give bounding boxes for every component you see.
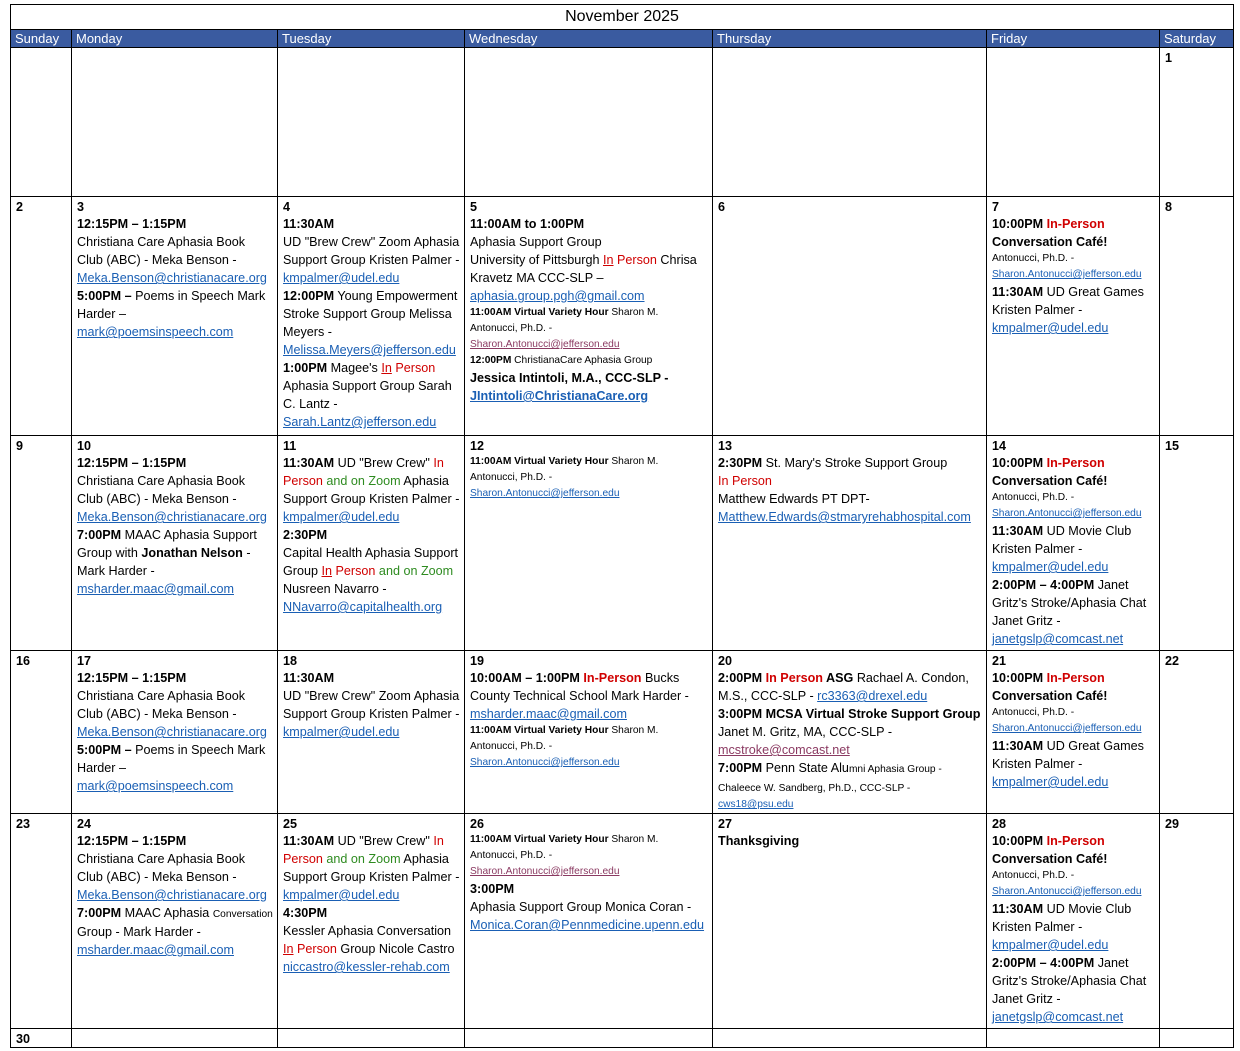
- week-row: [11, 197, 1234, 436]
- email-link[interactable]: NNavarro@capitalhealth.org: [283, 600, 443, 614]
- day-number: 28: [992, 817, 1007, 831]
- day-number: 3: [77, 200, 85, 214]
- day-cell-30: [11, 1029, 72, 1048]
- event-text: Magee's: [327, 361, 382, 375]
- email-link[interactable]: msharder.maac@gmail.com: [77, 943, 234, 957]
- day-cell-28: [987, 814, 1160, 1029]
- event-time: 12:00PM: [283, 289, 335, 303]
- email-link[interactable]: JIntintoli@ChristianaCare.org: [470, 389, 649, 403]
- day-number: 8: [1165, 200, 1173, 214]
- event-text: Antonucci, Ph.D. -: [992, 707, 1075, 718]
- week-row: [11, 436, 1234, 651]
- event-time: 10:00PM: [992, 456, 1047, 470]
- event-time: 2:30PM: [718, 456, 763, 470]
- event-time: 12:15PM – 1:15PM: [77, 834, 187, 848]
- day-cell-21: [987, 651, 1160, 814]
- email-link[interactable]: rc3363@drexel.edu: [817, 689, 928, 703]
- event-text: Sharon M. Antonucci, Ph.D. -: [470, 834, 659, 861]
- event-time: 10:00PM: [992, 834, 1047, 848]
- event-text: Group Nicole Castro: [336, 942, 455, 956]
- event-time: 11:30AM: [992, 902, 1044, 916]
- in-person-label: In Person: [283, 456, 444, 488]
- event-time: 7:00PM: [77, 906, 122, 920]
- event-time: 12:15PM – 1:15PM: [77, 217, 187, 231]
- day-number: 14: [992, 439, 1007, 453]
- event-title: Conversation Café!: [992, 852, 1108, 866]
- in-person-label: In-Person: [1046, 671, 1105, 685]
- event-text: Bucks County Technical School Mark Harder -: [470, 671, 689, 703]
- day-number: 10: [77, 439, 92, 453]
- event-text: UD "Brew Crew": [334, 834, 434, 848]
- day-number: 12: [470, 439, 485, 453]
- zoom-label: and on Zoom: [322, 474, 401, 488]
- email-link[interactable]: Sharon.Antonucci@jefferson.edu: [992, 508, 1142, 519]
- weekday-header: Saturday: [1160, 30, 1234, 48]
- event-text: UD "Brew Crew" Zoom Aphasia Support Group Kristen Palmer -: [283, 689, 460, 721]
- event-text: Sharon M. Antonucci, Ph.D. -: [470, 456, 659, 483]
- email-link[interactable]: kmpalmer@udel.edu: [992, 321, 1109, 335]
- event-text: University of Pittsburgh: [470, 253, 603, 267]
- event-text: Janet Gritz's Stroke/Aphasia Chat Janet Gritz -: [992, 578, 1147, 628]
- day-cell-empty: [713, 1029, 987, 1048]
- email-link[interactable]: Sharon.Antonucci@jefferson.edu: [470, 339, 620, 350]
- email-link[interactable]: msharder.maac@gmail.com: [77, 582, 234, 596]
- in-person-label: Person: [391, 361, 436, 375]
- day-cell-13: [713, 436, 987, 651]
- week-row: [11, 814, 1234, 1029]
- day-cell-empty: [987, 48, 1160, 197]
- email-link[interactable]: Sharon.Antonucci@jefferson.edu: [470, 757, 620, 768]
- event-time: 11:00AM Virtual Variety Hour: [470, 725, 609, 736]
- email-link[interactable]: Sharon.Antonucci@jefferson.edu: [992, 723, 1142, 734]
- event-text: UD Great Games Kristen Palmer -: [992, 285, 1144, 317]
- day-cell-empty: [72, 1029, 278, 1048]
- event-title: Conversation Café!: [992, 474, 1108, 488]
- day-number: 27: [718, 817, 733, 831]
- event-time: 7:00PM: [718, 761, 763, 775]
- day-cell-20: [713, 651, 987, 814]
- email-link[interactable]: kmpalmer@udel.edu: [283, 888, 400, 902]
- event-time: 11:30AM: [283, 671, 335, 685]
- event-time: 5:00PM –: [77, 289, 132, 303]
- event-time: 11:30AM: [283, 217, 335, 231]
- in-person-label: Person: [613, 253, 657, 267]
- event-text: Young Empowerment Stroke Support Group Melissa Meyers -: [283, 289, 458, 339]
- calendar-table: [10, 4, 1234, 1048]
- event-text: Janet Gritz's Stroke/Aphasia Chat Janet Gritz -: [992, 956, 1147, 1006]
- email-link[interactable]: janetgslp@comcast.net: [992, 632, 1124, 646]
- day-number: 19: [470, 654, 485, 668]
- event-text: Aphasia Support Group Monica Coran -: [470, 900, 692, 914]
- email-link[interactable]: aphasia.group.pgh@gmail.com: [470, 289, 645, 303]
- event-time: 4:30PM: [283, 906, 328, 920]
- event-text: UD Movie Club Kristen Palmer -: [992, 902, 1132, 934]
- day-cell-18: [278, 651, 465, 814]
- weekday-header: Wednesday: [465, 30, 713, 48]
- event-text: Poems in Speech Mark Harder –: [77, 289, 266, 321]
- day-number: 26: [470, 817, 485, 831]
- email-link[interactable]: Matthew.Edwards@stmaryrehabhospital.com: [718, 510, 971, 524]
- weekday-header: Sunday: [11, 30, 72, 48]
- in-person-label: In Person: [283, 834, 444, 866]
- event-text: Capital Health Aphasia Support Group: [283, 546, 459, 578]
- day-cell-10: [72, 436, 278, 651]
- week-row: [11, 1029, 1234, 1048]
- day-cell-16: [11, 651, 72, 814]
- day-cell-12: [465, 436, 713, 651]
- event-text: Chrisa Kravetz MA CCC-SLP –: [470, 253, 697, 285]
- email-link[interactable]: Sarah.Lantz@jefferson.edu: [283, 415, 437, 429]
- day-number: 16: [16, 654, 31, 668]
- day-number: 5: [470, 200, 478, 214]
- day-number: 13: [718, 439, 733, 453]
- day-number: 18: [283, 654, 298, 668]
- calendar-title: November 2025: [11, 5, 1234, 30]
- event-text: Sharon M. Antonucci, Ph.D. -: [470, 725, 659, 752]
- day-cell-25: [278, 814, 465, 1029]
- day-cell-empty: [11, 48, 72, 197]
- event-text: Christiana Care Aphasia Book Club (ABC) - Meka Benson -: [77, 235, 246, 267]
- zoom-label: and on Zoom: [375, 564, 454, 578]
- in-person-label: In-Person: [1046, 456, 1105, 470]
- day-cell-2: [11, 197, 72, 436]
- day-cell-26: [465, 814, 713, 1029]
- day-cell-1: [1160, 48, 1234, 197]
- event-text: MAAC Aphasia Support Group with: [77, 528, 257, 560]
- day-number: 29: [1165, 817, 1180, 831]
- weekday-header-row: [11, 30, 1234, 48]
- event-time: 5:00PM –: [77, 743, 132, 757]
- day-cell-5: [465, 197, 713, 436]
- event-time: 1:00PM: [283, 361, 328, 375]
- event-text: Antonucci, Ph.D. -: [992, 253, 1075, 264]
- day-cell-27: [713, 814, 987, 1029]
- day-cell-empty: [278, 1029, 465, 1048]
- email-link[interactable]: kmpalmer@udel.edu: [992, 938, 1109, 952]
- day-cell-15: [1160, 436, 1234, 651]
- day-cell-empty: [713, 48, 987, 197]
- in-person-label: In-Person: [1046, 834, 1105, 848]
- day-cell-11: [278, 436, 465, 651]
- day-number: 20: [718, 654, 733, 668]
- email-link[interactable]: Melissa.Meyers@jefferson.edu: [283, 343, 456, 357]
- event-time: 11:00AM Virtual Variety Hour: [470, 307, 609, 318]
- event-text: Aphasia Support Group: [470, 235, 602, 249]
- day-cell-17: [72, 651, 278, 814]
- day-number: 25: [283, 817, 298, 831]
- day-cell-22: [1160, 651, 1234, 814]
- in-person-label: In: [603, 253, 614, 267]
- day-cell-empty: [1160, 1029, 1234, 1048]
- event-time: 11:30AM: [283, 834, 335, 848]
- day-cell-19: [465, 651, 713, 814]
- event-text: UD "Brew Crew" Zoom Aphasia Support Group Kristen Palmer -: [283, 235, 460, 267]
- event-title: Conversation Café!: [992, 235, 1108, 249]
- event-text: Antonucci, Ph.D. -: [992, 492, 1075, 503]
- weekday-header: Thursday: [713, 30, 987, 48]
- event-time: 11:30AM: [992, 285, 1044, 299]
- event-text: mni Aphasia Group - Chaleece W. Sandberg, Ph.D., CCC-SLP -: [718, 764, 942, 794]
- day-cell-empty: [987, 1029, 1160, 1048]
- event-text: Group - Mark Harder -: [77, 925, 201, 939]
- event-text: UD Great Games Kristen Palmer -: [992, 739, 1144, 771]
- day-number: 21: [992, 654, 1007, 668]
- email-link[interactable]: Sharon.Antonucci@jefferson.edu: [992, 886, 1142, 897]
- event-text: Conversation: [212, 909, 273, 920]
- event-time: 2:00PM – 4:00PM: [992, 956, 1095, 970]
- email-link[interactable]: mark@poemsinspeech.com: [77, 779, 234, 793]
- event-time: 12:15PM – 1:15PM: [77, 456, 187, 470]
- day-cell-3: [72, 197, 278, 436]
- zoom-label: and on Zoom: [322, 852, 401, 866]
- event-title: Conversation Café!: [992, 689, 1108, 703]
- email-link[interactable]: Meka.Benson@christianacare.org: [77, 725, 267, 739]
- day-number: 2: [16, 200, 24, 214]
- in-person-label: In Person: [765, 671, 823, 685]
- event-text: Christiana Care Aphasia Book Club (ABC) - Meka Benson -: [77, 474, 246, 506]
- day-number: 23: [16, 817, 31, 831]
- email-link[interactable]: Sharon.Antonucci@jefferson.edu: [470, 866, 620, 877]
- in-person-label: Person: [293, 942, 337, 956]
- day-number: 9: [16, 439, 24, 453]
- event-text: Christiana Care Aphasia Book Club (ABC) - Meka Benson -: [77, 852, 246, 884]
- day-number: 17: [77, 654, 92, 668]
- event-text: Aphasia Support Group Kristen Palmer -: [283, 852, 460, 884]
- email-link[interactable]: Sharon.Antonucci@jefferson.edu: [992, 269, 1142, 280]
- event-time: 11:30AM: [283, 456, 335, 470]
- email-link[interactable]: Meka.Benson@christianacare.org: [77, 271, 267, 285]
- event-text: Sharon M. Antonucci, Ph.D. -: [470, 307, 659, 334]
- in-person-label: In-Person: [1046, 217, 1105, 231]
- in-person-label: In Person: [718, 474, 772, 488]
- event-time: 11:00AM to 1:00PM: [470, 217, 585, 231]
- event-text: St. Mary's Stroke Support Group: [762, 456, 948, 470]
- event-time: 2:30PM: [283, 528, 328, 542]
- day-cell-14: [987, 436, 1160, 651]
- day-number: 24: [77, 817, 92, 831]
- email-link[interactable]: kmpalmer@udel.edu: [283, 271, 400, 285]
- event-time: 11:30AM: [992, 524, 1044, 538]
- weekday-header: Monday: [72, 30, 278, 48]
- email-link[interactable]: mcstroke@comcast.net: [718, 743, 850, 757]
- event-text: Janet M. Gritz, MA, CCC-SLP -: [718, 725, 893, 739]
- day-cell-empty: [465, 48, 713, 197]
- email-link[interactable]: kmpalmer@udel.edu: [992, 775, 1109, 789]
- holiday-label: Thanksgiving: [718, 834, 800, 848]
- event-time: 10:00PM: [992, 671, 1047, 685]
- day-cell-empty: [72, 48, 278, 197]
- week-row: [11, 48, 1234, 197]
- event-text: Aphasia Support Group Sarah C. Lantz -: [283, 379, 452, 411]
- event-time: 2:00PM: [718, 671, 766, 685]
- day-cell-29: [1160, 814, 1234, 1029]
- day-number: 30: [16, 1032, 31, 1046]
- email-link[interactable]: Monica.Coran@Pennmedicine.upenn.edu: [470, 918, 705, 932]
- event-text: ASG: [823, 671, 854, 685]
- event-text: UD Movie Club Kristen Palmer -: [992, 524, 1132, 556]
- event-time: 11:00AM Virtual Variety Hour: [470, 834, 609, 845]
- email-link[interactable]: cws18@psu.edu: [718, 799, 794, 810]
- event-text: Kessler Aphasia Conversation: [283, 924, 452, 938]
- event-title: 3:00PM MCSA Virtual Stroke Support Group: [718, 707, 981, 721]
- event-text: Rachael A. Condon, M.S., CCC-SLP -: [718, 671, 969, 703]
- weekday-header: Friday: [987, 30, 1160, 48]
- day-number: 7: [992, 200, 1000, 214]
- event-time: 7:00PM: [77, 528, 122, 542]
- in-person-label: In-Person: [583, 671, 642, 685]
- in-person-label: In: [283, 942, 294, 956]
- event-text: Antonucci, Ph.D. -: [992, 870, 1075, 881]
- day-number: 22: [1165, 654, 1180, 668]
- email-link[interactable]: kmpalmer@udel.edu: [283, 725, 400, 739]
- day-number: 6: [718, 200, 726, 214]
- event-time: 11:00AM Virtual Variety Hour: [470, 456, 609, 467]
- event-text: ChristianaCare Aphasia Group: [511, 355, 653, 366]
- event-text: Jonathan Nelson: [141, 546, 243, 560]
- event-text: - Mark Harder -: [77, 546, 251, 578]
- event-time: 10:00PM: [992, 217, 1047, 231]
- day-number: 1: [1165, 51, 1173, 65]
- event-text: MAAC Aphasia: [121, 906, 213, 920]
- day-number: 11: [283, 439, 297, 453]
- in-person-label: In: [381, 361, 392, 375]
- event-text: Matthew Edwards PT DPT-: [718, 492, 870, 506]
- email-link[interactable]: msharder.maac@gmail.com: [470, 707, 627, 721]
- email-link[interactable]: Sharon.Antonucci@jefferson.edu: [470, 488, 620, 499]
- day-cell-8: [1160, 197, 1234, 436]
- day-number: 15: [1165, 439, 1180, 453]
- day-cell-6: [713, 197, 987, 436]
- day-cell-24: [72, 814, 278, 1029]
- email-link[interactable]: janetgslp@comcast.net: [992, 1010, 1124, 1024]
- email-link[interactable]: kmpalmer@udel.edu: [992, 560, 1109, 574]
- event-time: 2:00PM – 4:00PM: [992, 578, 1095, 592]
- day-cell-7: [987, 197, 1160, 436]
- event-text: UD "Brew Crew": [334, 456, 434, 470]
- email-link[interactable]: Meka.Benson@christianacare.org: [77, 510, 267, 524]
- email-link[interactable]: niccastro@kessler-rehab.com: [283, 960, 450, 974]
- email-link[interactable]: Meka.Benson@christianacare.org: [77, 888, 267, 902]
- email-link[interactable]: mark@poemsinspeech.com: [77, 325, 234, 339]
- event-text: Jessica Intintoli, M.A., CCC-SLP -: [470, 371, 669, 385]
- week-row: [11, 651, 1234, 814]
- event-time: 11:30AM: [992, 739, 1044, 753]
- day-cell-23: [11, 814, 72, 1029]
- event-text: Aphasia Support Group Kristen Palmer -: [283, 474, 460, 506]
- email-link[interactable]: kmpalmer@udel.edu: [283, 510, 400, 524]
- day-cell-empty: [278, 48, 465, 197]
- event-text: Nusreen Navarro -: [283, 582, 387, 596]
- weekday-header: Tuesday: [278, 30, 465, 48]
- event-text: Poems in Speech Mark Harder –: [77, 743, 266, 775]
- event-time: 12:00PM: [470, 355, 512, 366]
- day-cell-4: [278, 197, 465, 436]
- event-text: Christiana Care Aphasia Book Club (ABC) - Meka Benson -: [77, 689, 246, 721]
- day-cell-9: [11, 436, 72, 651]
- event-text: Penn State Alu: [762, 761, 849, 775]
- event-time: 12:15PM – 1:15PM: [77, 671, 187, 685]
- day-cell-empty: [465, 1029, 713, 1048]
- event-time: 3:00PM: [470, 882, 515, 896]
- day-number: 4: [283, 200, 291, 214]
- in-person-label: In: [321, 564, 333, 578]
- event-time: 10:00AM – 1:00PM: [470, 671, 584, 685]
- in-person-label: Person: [332, 564, 376, 578]
